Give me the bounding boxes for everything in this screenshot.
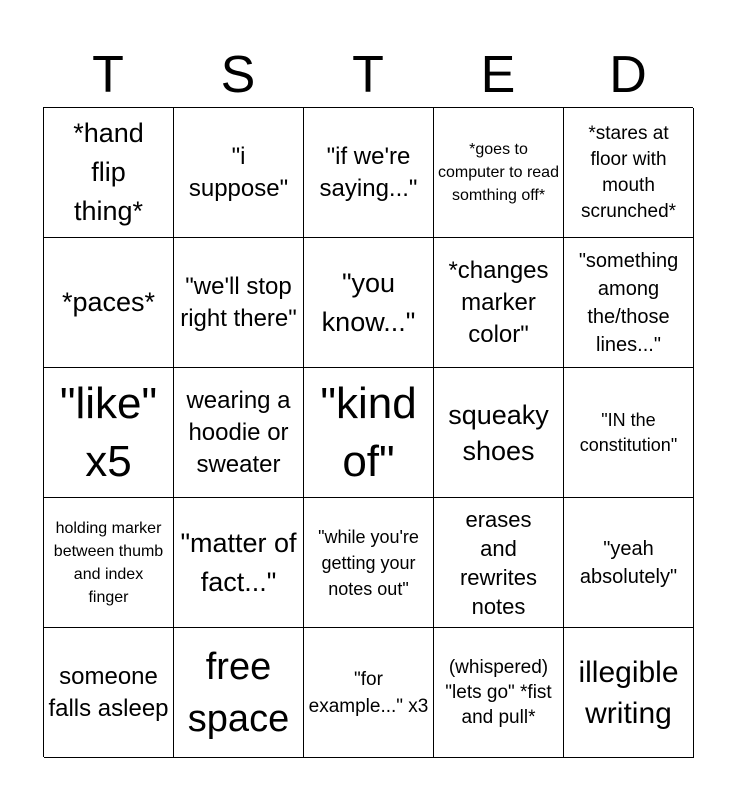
cell-text: "we'll stop right there": [180, 272, 297, 332]
cell-text: (whispered) "lets go" *fist and pull*: [445, 657, 552, 728]
bingo-cell-2-1[interactable]: [44, 238, 174, 368]
header-letter-4: E: [480, 46, 516, 104]
cell-text: "while you're getting your notes out": [318, 526, 419, 599]
bingo-cell-2-3[interactable]: [304, 238, 434, 368]
bingo-cell-1-2[interactable]: [174, 108, 304, 238]
bingo-cell-2-4[interactable]: [434, 238, 564, 368]
bingo-cell-4-2[interactable]: [174, 498, 304, 628]
bingo-cell-5-4[interactable]: [434, 628, 564, 758]
bingo-cell-2-2[interactable]: [174, 238, 304, 368]
cell-text: holding marker between thumb and index finger: [53, 519, 164, 606]
header-letter-3: T: [352, 46, 384, 104]
bingo-cell-1-4[interactable]: [434, 108, 564, 238]
cell-text: "yeah absolutely": [579, 537, 678, 588]
header-letter-1: T: [92, 46, 124, 104]
bingo-cell-5-2[interactable]: [174, 628, 304, 758]
bingo-cell-3-4[interactable]: [434, 368, 564, 498]
cell-text: "you know...": [321, 267, 416, 337]
cell-text: free space: [187, 645, 290, 740]
bingo-cell-3-1[interactable]: [44, 368, 174, 498]
cell-text: *goes to computer to read somthing off*: [438, 141, 559, 204]
bingo-cell-1-3[interactable]: [304, 108, 434, 238]
cell-text: "matter of fact...": [180, 527, 297, 597]
bingo-cell-5-3[interactable]: [304, 628, 434, 758]
cell-text: "i suppose": [188, 142, 289, 202]
bingo-grid: [43, 107, 693, 757]
header-letter-2: S: [220, 46, 256, 104]
bingo-cell-4-5[interactable]: [564, 498, 694, 628]
cell-text: squeaky shoes: [448, 399, 549, 466]
bingo-cell-4-4[interactable]: [434, 498, 564, 628]
cell-text: "like" x5: [59, 378, 158, 486]
bingo-cell-5-5[interactable]: [564, 628, 694, 758]
bingo-header: [43, 42, 693, 108]
cell-text: illegible writing: [578, 655, 679, 730]
cell-text: *paces*: [61, 287, 156, 317]
bingo-cell-2-5[interactable]: [564, 238, 694, 368]
header-letter-5: D: [609, 46, 647, 104]
bingo-cell-3-5[interactable]: [564, 368, 694, 498]
cell-text: *hand flip thing*: [73, 118, 144, 226]
bingo-cell-3-2[interactable]: [174, 368, 304, 498]
cell-text: "something among the/those lines...": [578, 249, 679, 356]
cell-text: "kind of": [320, 378, 417, 486]
cell-text: someone falls asleep: [48, 662, 169, 722]
bingo-cell-3-3[interactable]: [304, 368, 434, 498]
bingo-cell-4-1[interactable]: [44, 498, 174, 628]
cell-text: *stares at floor with mouth scrunched*: [580, 122, 677, 222]
cell-text: wearing a hoodie or sweater: [186, 386, 291, 478]
bingo-cell-1-5[interactable]: [564, 108, 694, 238]
cell-text: "for example..." x3: [308, 668, 429, 717]
bingo-cell-5-1[interactable]: [44, 628, 174, 758]
cell-text: erases and rewrites notes: [459, 506, 537, 619]
cell-text: "if we're saying...": [319, 142, 418, 202]
bingo-cell-4-3[interactable]: [304, 498, 434, 628]
cell-text: *changes marker color": [448, 256, 549, 348]
cell-text: "IN the constitution": [579, 409, 678, 455]
bingo-cell-1-1[interactable]: [44, 108, 174, 238]
